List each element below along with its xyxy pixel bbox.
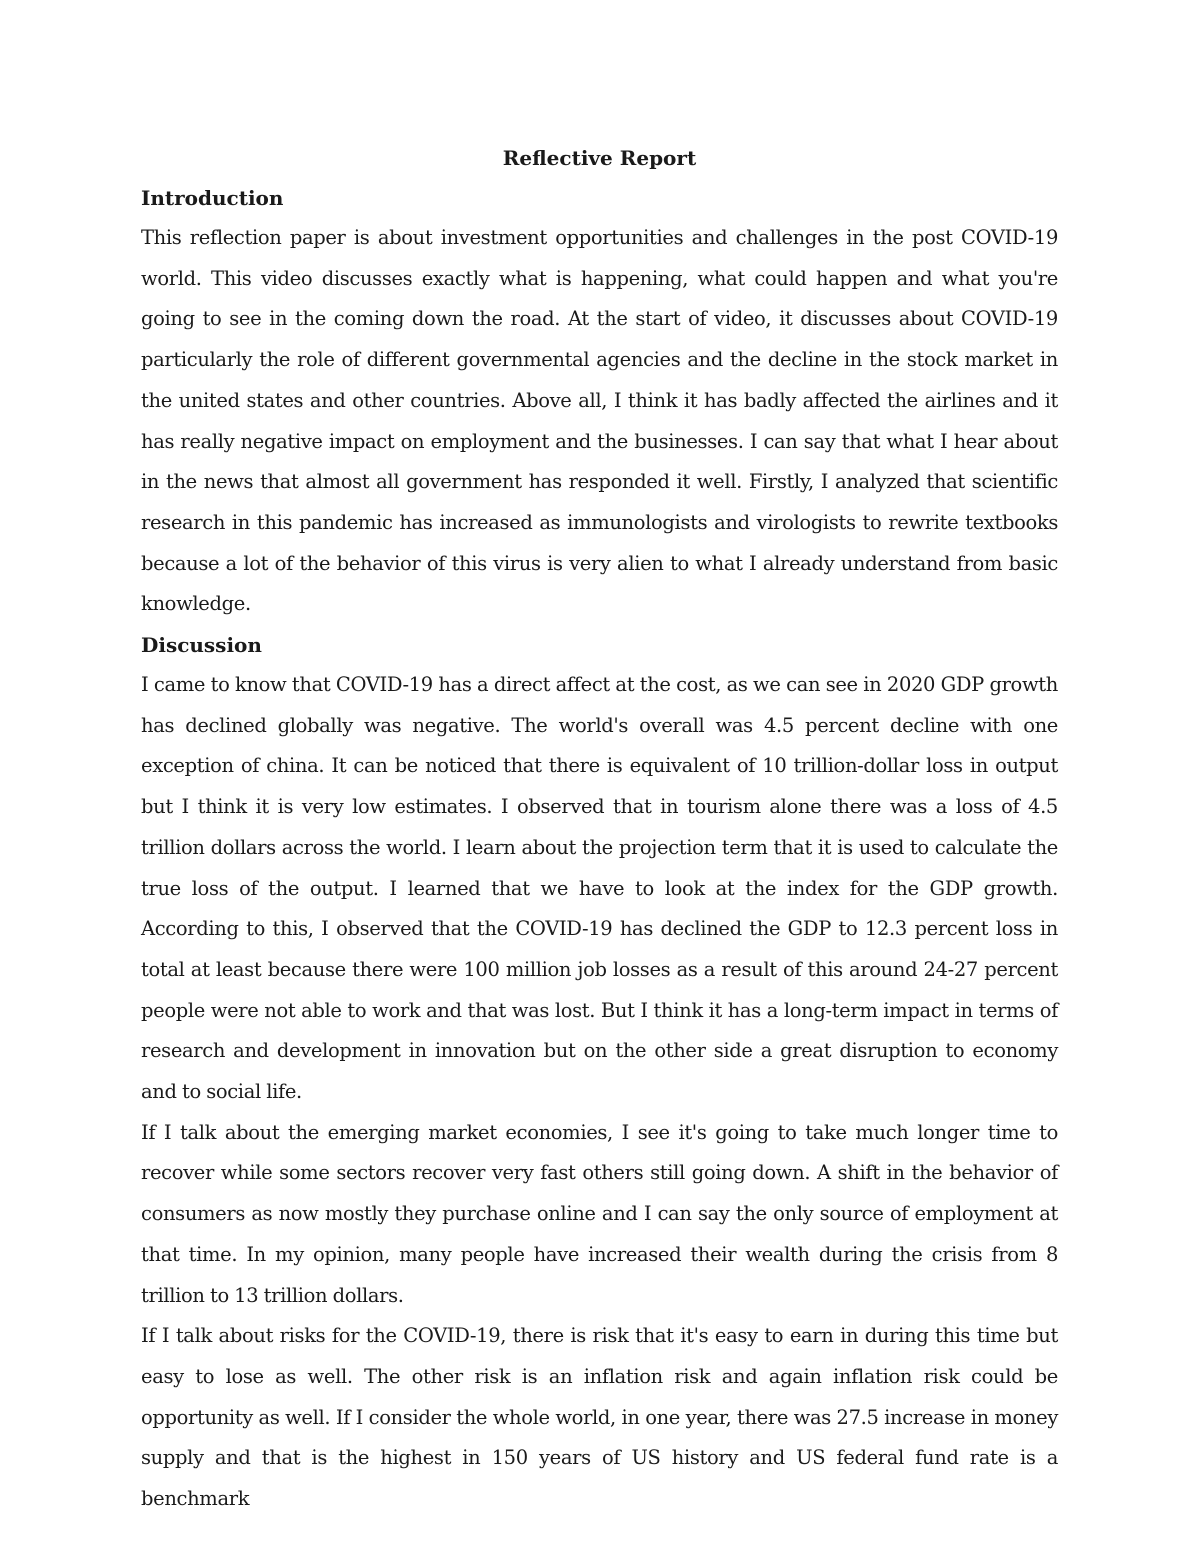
introduction-paragraph: This reflection paper is about investment opportunities and challenges in the post COVID-19 world. This video discusses exactly what is happening, what could happen and what you're going to see in the coming down the road. At the start of video, it discusses about COVID-19 particularly the role of different governmental agencies and the decline in the stock market in the united states and other countries. Above all, I think it has badly affected the airlines and it has really negative impact on employment and the businesses. I can say that what I hear about in the news that almost all government has responded it well. Firstly, I analyzed that scientific research in this pandemic has increased as immunologists and virologists to rewrite textbooks because a lot of the behavior of this virus is very alien to what I already understand from basic knowledge.: [141, 226, 1058, 616]
discussion-paragraph-3: If I talk about risks for the COVID-19, there is risk that it's easy to earn in during this time but easy to lose as well. The other risk is an inflation risk and again inflation risk could be opportunity as well. If I consider the whole world, in one year, there was 27.5 increase in money supply and that is the highest in 150 years of US history and US federal fund rate is a benchmark: [141, 1324, 1058, 1511]
discussion-paragraph-1: I came to know that COVID-19 has a direct affect at the cost, as we can see in 2020 GDP growth has declined globally was negative. The world's overall was 4.5 percent decline with one exception of china. It can be noticed that there is equivalent of 10 trillion-dollar loss in output but I think it is very low estimates. I observed that in tourism alone there was a loss of 4.5 trillion dollars across the world. I learn about the projection term that it is used to calculate the true loss of the output. I learned that we have to look at the index for the GDP growth. According to this, I observed that the COVID-19 has declined the GDP to 12.3 percent loss in total at least because there were 100 million job losses as a result of this around 24-27 percent people were not able to work and that was lost. But I think it has a long-term impact in terms of research and development in innovation but on the other side a great disruption to economy and to social life.: [141, 673, 1058, 1104]
section-heading-introduction: Introduction: [141, 186, 284, 210]
section-heading-discussion: Discussion: [141, 633, 262, 658]
document-body: [141, 138, 1058, 1520]
document-title: Reflective Report: [502, 146, 697, 170]
discussion-paragraph-2: If I talk about the emerging market economies, I see it's going to take much longer time to recover while some sectors recover very fast others still going down. A shift in the behavior of consumers as now mostly they purchase online and I can say the only source of employment at that time. In my opinion, many people have increased their wealth during the crisis from 8 trillion to 13 trillion dollars.: [141, 1120, 1058, 1307]
